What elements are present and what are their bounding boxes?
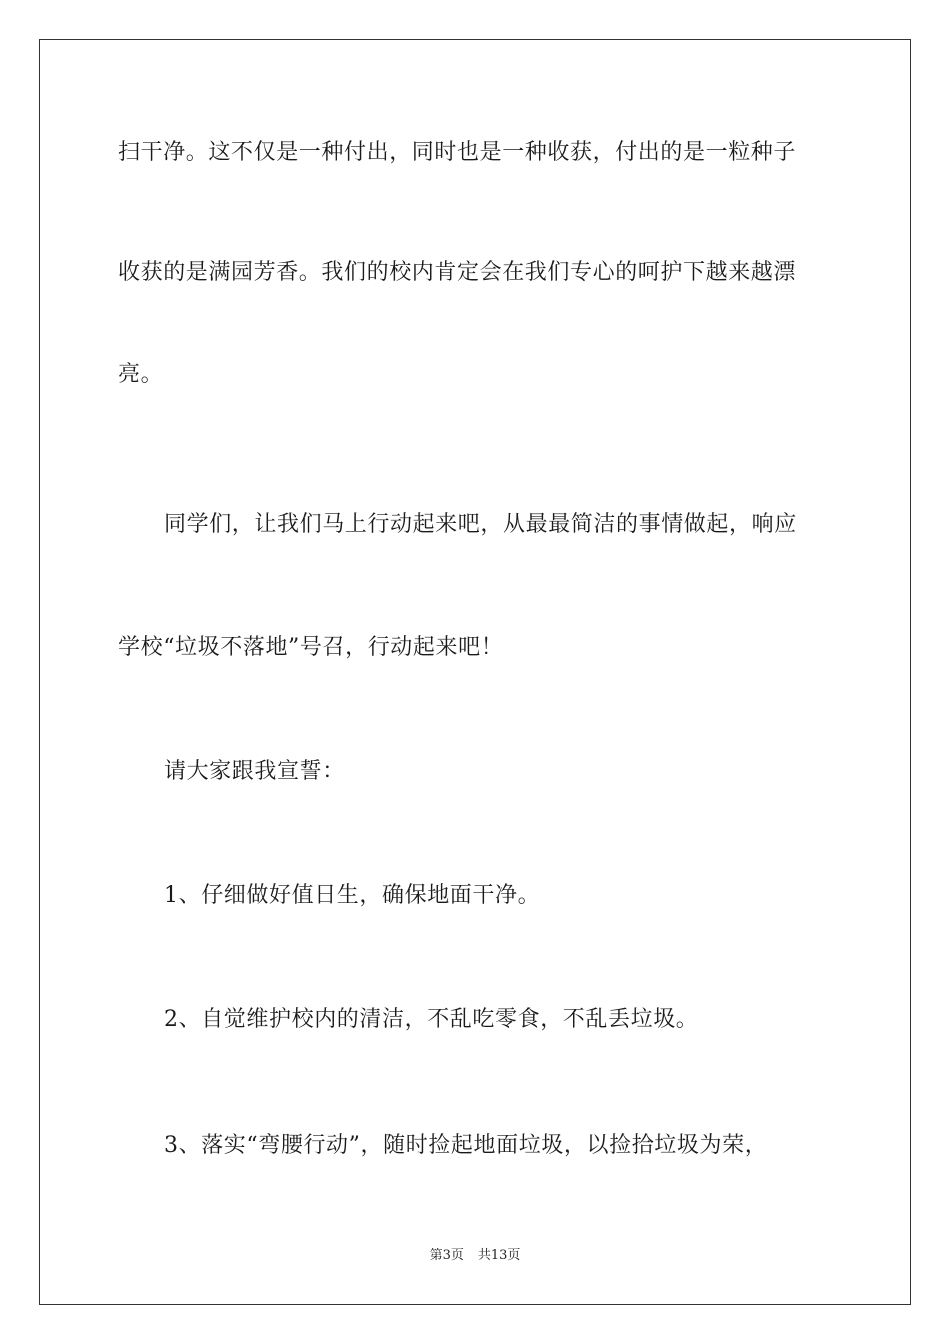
page-border <box>39 39 911 1305</box>
body-text-line: 亮。 <box>118 362 164 387</box>
oath-intro-line: 请大家跟我宣誓： <box>164 759 345 784</box>
body-text-line: 扫干净。这不仅是一种付出，同时也是一种收获，付出的是一粒种子 <box>118 140 797 165</box>
oath-item-3: 3、落实“弯腰行动”，随时捡起地面垃圾，以捡拾垃圾为荣， <box>164 1133 768 1158</box>
body-text-line: 学校“垃圾不落地”号召，行动起来吧！ <box>118 635 504 660</box>
total-pages: 共13页 <box>477 1248 521 1263</box>
page-footer <box>0 1247 950 1265</box>
paragraph-start-line: 同学们，让我们马上行动起来吧，从最最简洁的事情做起，响应 <box>164 512 797 537</box>
page-number: 第3页 <box>429 1248 464 1263</box>
oath-item-2: 2、自觉维护校内的清洁，不乱吃零食，不乱丢垃圾。 <box>164 1007 699 1032</box>
oath-item-1: 1、仔细做好值日生，确保地面干净。 <box>164 883 541 908</box>
body-text-line: 收获的是满园芳香。我们的校内肯定会在我们专心的呵护下越来越漂 <box>118 260 797 285</box>
